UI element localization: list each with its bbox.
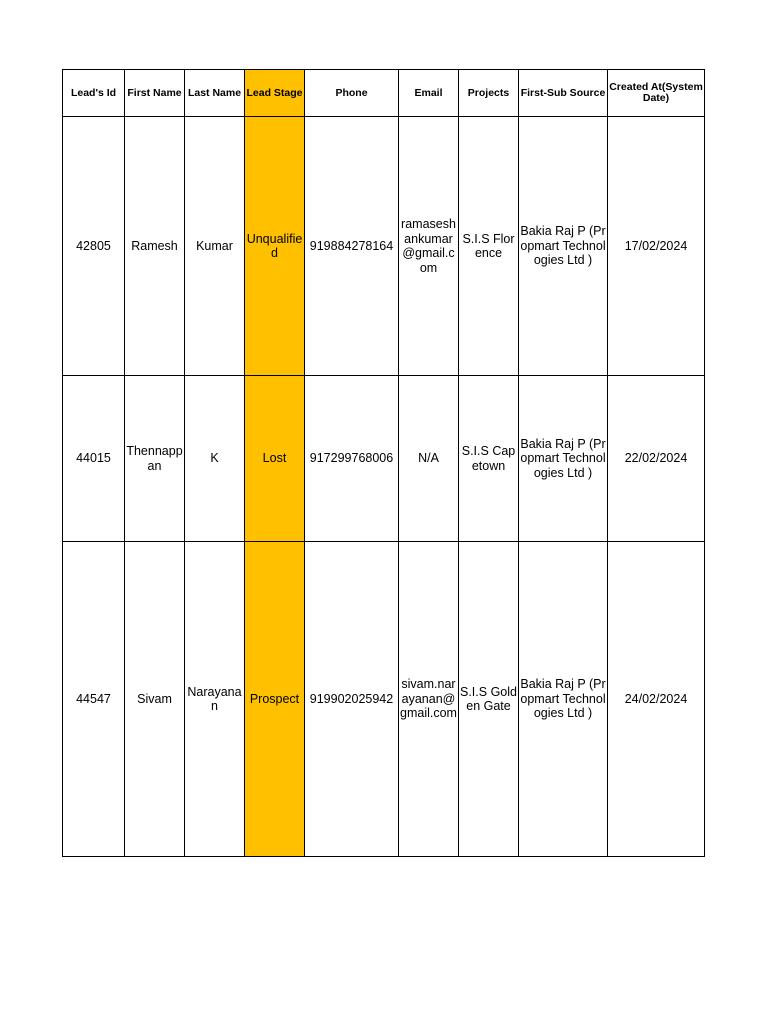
cell-created-at: 22/02/2024 <box>608 376 705 542</box>
cell-phone: 919884278164 <box>305 117 399 376</box>
cell-project: S.I.S Capetown <box>459 376 519 542</box>
header-lead-id: Lead's Id <box>63 70 125 117</box>
header-first-name: First Name <box>125 70 185 117</box>
header-phone: Phone <box>305 70 399 117</box>
cell-email: N/A <box>399 376 459 542</box>
table-row <box>63 376 705 542</box>
cell-last-name: Kumar <box>185 117 245 376</box>
cell-sub-source: Bakia Raj P (Propmart Technologies Ltd ) <box>519 376 608 542</box>
cell-project: S.I.S Florence <box>459 117 519 376</box>
leads-table <box>62 69 705 857</box>
cell-project: S.I.S Golden Gate <box>459 542 519 857</box>
header-projects: Projects <box>459 70 519 117</box>
table-row <box>63 117 705 376</box>
header-email: Email <box>399 70 459 117</box>
cell-created-at: 24/02/2024 <box>608 542 705 857</box>
cell-lead-stage: Lost <box>245 376 305 542</box>
cell-email: sivam.narayanan@gmail.com <box>399 542 459 857</box>
cell-lead-stage: Unqualified <box>245 117 305 376</box>
cell-created-at: 17/02/2024 <box>608 117 705 376</box>
cell-first-name: Sivam <box>125 542 185 857</box>
header-last-name: Last Name <box>185 70 245 117</box>
header-sub-source: First-Sub Source <box>519 70 608 117</box>
cell-lead-id: 44547 <box>63 542 125 857</box>
cell-email: ramaseshankumar@gmail.com <box>399 117 459 376</box>
cell-lead-id: 44015 <box>63 376 125 542</box>
cell-phone: 919902025942 <box>305 542 399 857</box>
header-lead-stage: Lead Stage <box>245 70 305 117</box>
cell-first-name: Ramesh <box>125 117 185 376</box>
cell-last-name: Narayanan <box>185 542 245 857</box>
cell-last-name: K <box>185 376 245 542</box>
header-created-at: Created At(System Date) <box>608 70 705 117</box>
cell-lead-id: 42805 <box>63 117 125 376</box>
cell-lead-stage: Prospect <box>245 542 305 857</box>
cell-first-name: Thennappan <box>125 376 185 542</box>
cell-sub-source: Bakia Raj P (Propmart Technologies Ltd ) <box>519 117 608 376</box>
cell-phone: 917299768006 <box>305 376 399 542</box>
cell-sub-source: Bakia Raj P (Propmart Technologies Ltd ) <box>519 542 608 857</box>
table-row <box>63 542 705 857</box>
header-row <box>63 70 705 117</box>
